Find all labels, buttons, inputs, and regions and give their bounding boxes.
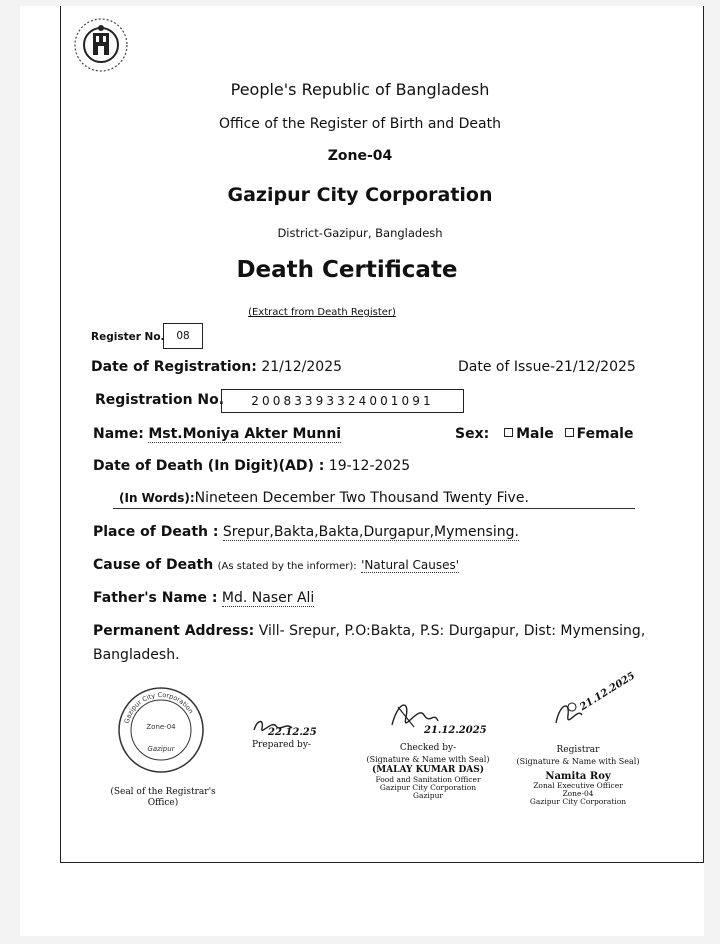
address-line-2: Bangladesh. xyxy=(93,647,180,663)
corporation-heading: Gazipur City Corporation xyxy=(227,184,493,206)
cause-note: (As stated by the informer): xyxy=(217,561,357,572)
death-date-row xyxy=(93,458,410,474)
register-no-box xyxy=(163,323,203,349)
seal-bottom-text: Gazipur xyxy=(147,745,175,753)
place-value: Srepur,Bakta,Bakta,Durgapur,Mymensing. xyxy=(222,524,519,540)
cause-label: Cause of Death xyxy=(93,557,214,573)
registrar-title-2: Zone-04 xyxy=(562,789,594,798)
female-option: Female xyxy=(576,426,634,442)
registrar-note: (Signature & Name with Seal) xyxy=(516,757,640,766)
male-option: Male xyxy=(516,426,554,442)
prepared-handwriting: 22.12.25 xyxy=(268,727,317,738)
name-row xyxy=(93,426,341,442)
cause-row xyxy=(93,557,459,573)
country-heading: People's Republic of Bangladesh xyxy=(230,80,490,99)
register-no-label: Register No. xyxy=(91,331,165,343)
issue-date: Date of Issue-21/12/2025 xyxy=(458,359,636,375)
place-label: Place of Death : xyxy=(93,524,219,540)
death-words-row xyxy=(119,490,529,506)
seal-top-text: Gazipur City Corporation xyxy=(122,690,195,725)
female-checkbox xyxy=(565,428,574,437)
checked-handwriting: 21.12.2025 xyxy=(424,725,487,736)
address-line-1: Vill- Srepur, P.O:Bakta, P.S: Durgapur, Dist: Mymensing, xyxy=(258,623,646,639)
svg-text:Gazipur City Corporation xyxy=(123,691,195,724)
office-heading: Office of the Register of Birth and Death xyxy=(219,116,501,132)
father-value: Md. Naser Ali xyxy=(221,590,315,606)
death-words-label: (In Words): xyxy=(119,491,195,505)
registration-no-label: Registration No. xyxy=(95,392,225,408)
name-value: Mst.Moniya Akter Munni xyxy=(148,426,342,442)
address-label: Permanent Address: xyxy=(93,623,255,639)
seal-caption xyxy=(98,787,228,809)
divider-line xyxy=(113,508,635,509)
death-date-label: Date of Death (In Digit)(AD) : xyxy=(93,458,325,474)
corporation-logo-icon xyxy=(70,16,132,74)
district-heading: District-Gazipur, Bangladesh xyxy=(277,226,443,240)
checked-by: Checked by- xyxy=(399,743,457,753)
document-title: Death Certificate xyxy=(236,257,458,283)
checker-name: (MALAY KUMAR DAS) xyxy=(371,765,485,775)
registrar-label: Registrar xyxy=(556,745,600,755)
death-date-value: 19-12-2025 xyxy=(328,458,411,474)
cause-value: 'Natural Causes' xyxy=(361,558,460,572)
register-no-value: 08 xyxy=(176,330,190,342)
father-label: Father's Name : xyxy=(93,590,218,606)
registration-no-value: 20083393324001091 xyxy=(251,394,434,408)
registration-date-label: Date of Registration: xyxy=(91,359,257,375)
registrar-block xyxy=(508,745,648,806)
male-checkbox xyxy=(504,428,513,437)
zone-heading: Zone-04 xyxy=(327,148,393,164)
registrar-handwriting: 21.12.2025 xyxy=(578,670,638,713)
seal-caption-1: (Seal of the Registrar's xyxy=(110,787,216,797)
father-row xyxy=(93,590,314,606)
registrar-seal-icon xyxy=(116,685,206,775)
registration-date-value: 21/12/2025 xyxy=(261,359,343,375)
prepared-by: Prepared by- xyxy=(252,740,311,750)
address-row xyxy=(93,623,645,639)
registration-no-box xyxy=(221,389,464,413)
checker-title-3: Gazipur xyxy=(412,791,444,800)
place-row xyxy=(93,524,519,540)
seal-caption-2: Office) xyxy=(147,798,179,808)
name-label: Name: xyxy=(93,426,144,442)
extract-note: (Extract from Death Register) xyxy=(248,307,396,318)
death-words-value: Nineteen December Two Thousand Twenty Five. xyxy=(194,490,529,506)
registration-date-row xyxy=(91,359,342,375)
registrar-title-1: Zonal Executive Officer xyxy=(533,781,623,790)
checker-title-1: Food and Sanitation Officer xyxy=(375,775,481,784)
sex-row xyxy=(455,426,633,442)
checker-title-2: Gazipur City Corporation xyxy=(379,783,477,792)
registrar-title-3: Gazipur City Corporation xyxy=(529,797,627,806)
registrar-name: Namita Roy xyxy=(545,771,611,782)
checked-block xyxy=(358,743,498,800)
sex-label: Sex: xyxy=(455,426,490,442)
seal-center-text: Zone-04 xyxy=(146,723,176,731)
checked-note: (Signature & Name with Seal) xyxy=(366,755,490,764)
